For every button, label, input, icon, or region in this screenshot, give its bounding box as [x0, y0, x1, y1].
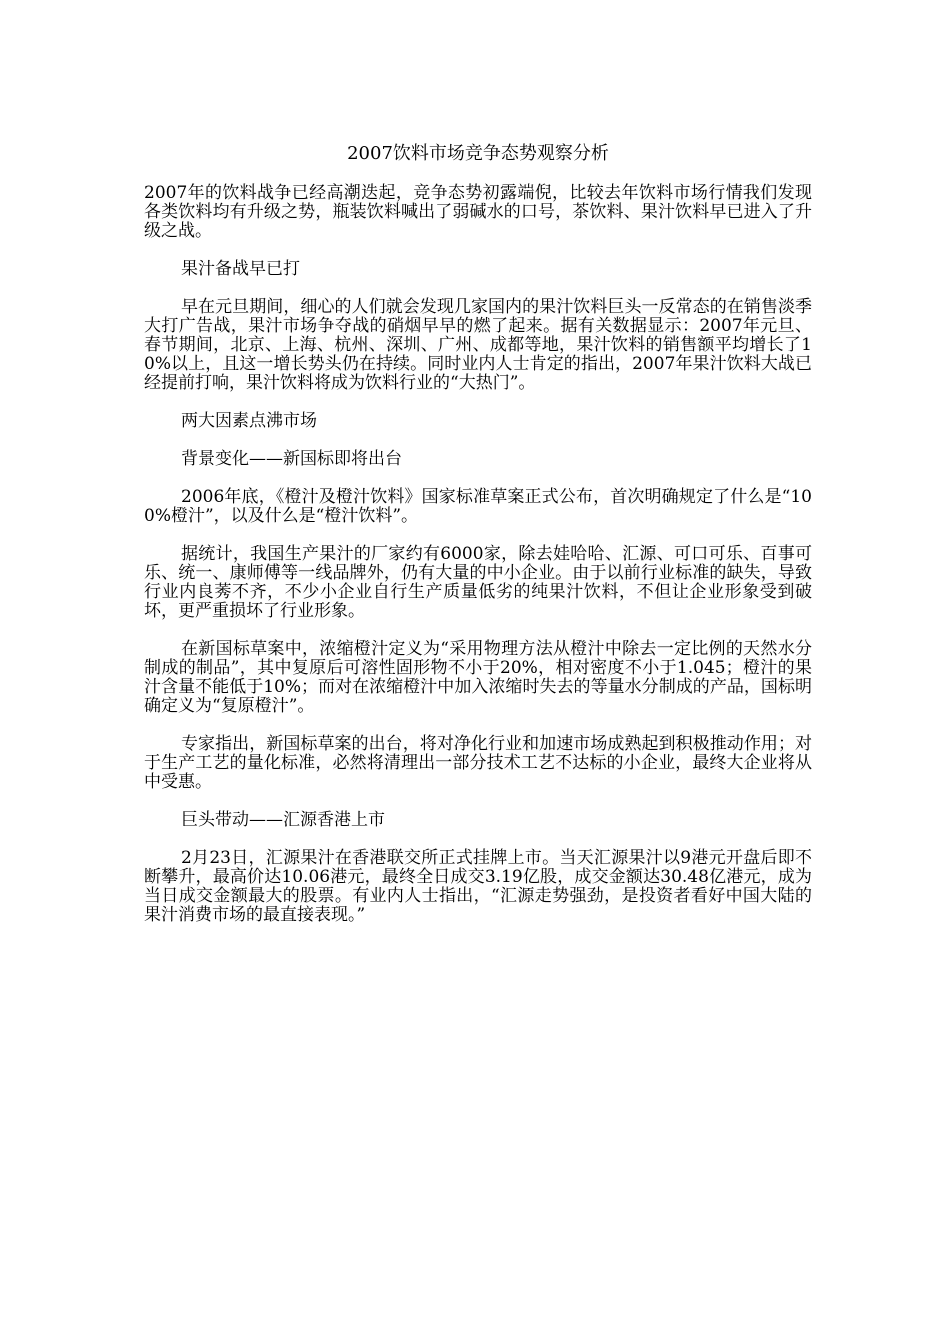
document-title: 2007饮料市场竞争态势观察分析	[347, 143, 609, 164]
intro-paragraph: 2007年的饮料战争已经高潮迭起，竞争态势初露端倪，比较去年饮料市场行情我们发现各类饮料均有升级之势，瓶装饮料喊出了弱碱水的口号，茶饮料、果汁饮料早已进入了升级之战。	[144, 183, 812, 241]
body-paragraph: 在新国标草案中，浓缩橙汁定义为“采用物理方法从橙汁中除去一定比例的天然水分制成的制品”，其中复原后可溶性固形物不小于20%，相对密度不小于1.045；橙汁的果汁含量不能低于10%；而对在浓缩橙汁中加入浓缩时失去的等量水分制成的产品，国标明确定义为“复原橙汁”。	[144, 639, 812, 716]
body-paragraph: 2月23日，汇源果汁在香港联交所正式挂牌上市。当天汇源果汁以9港元开盘后即不断攀升，最高价达10.06港元，最终全日成交3.19亿股，成交金额达30.48亿港元，成为当日成交金额最大的股票。有业内人士指出，“汇源走势强劲，是投资者看好中国大陆的果汁消费市场的最直接表现。”	[144, 848, 812, 925]
section-heading-two-factors: 两大因素点沸市场	[181, 411, 317, 431]
body-paragraph: 早在元旦期间，细心的人们就会发现几家国内的果汁饮料巨头一反常态的在销售淡季大打广告战，果汁市场争夺战的硝烟早早的燃了起来。据有关数据显示：2007年元旦、春节期间，北京、上海、杭州、深圳、广州、成都等地，果汁饮料的销售额平均增长了10%以上，且这一增长势头仍在持续。同时业内人士肯定的指出，2007年果汁饮料大战已经提前打响，果汁饮料将成为饮料行业的“大热门”。	[144, 297, 812, 393]
subheading-huiyuan-listing: 巨头带动——汇源香港上市	[181, 810, 385, 830]
section-heading-juice-battle: 果汁备战早已打	[181, 259, 300, 279]
document-body	[144, 142, 812, 944]
body-paragraph: 2006年底，《橙汁及橙汁饮料》国家标准草案正式公布，首次明确规定了什么是“100%橙汁”，以及什么是“橙汁饮料”。	[144, 487, 812, 526]
body-paragraph: 据统计，我国生产果汁的厂家约有6000家，除去娃哈哈、汇源、可口可乐、百事可乐、统一、康师傅等一线品牌外，仍有大量的中小企业。由于以前行业标准的缺失，导致行业内良莠不齐，不少小企业自行生产质量低劣的纯果汁饮料，不但让企业形象受到破坏，更严重损坏了行业形象。	[144, 544, 812, 621]
subheading-new-standard: 背景变化——新国标即将出台	[181, 449, 402, 469]
body-paragraph: 专家指出，新国标草案的出台，将对净化行业和加速市场成熟起到积极推动作用；对于生产工艺的量化标准，必然将清理出一部分技术工艺不达标的小企业，最终大企业将从中受惠。	[144, 734, 812, 792]
